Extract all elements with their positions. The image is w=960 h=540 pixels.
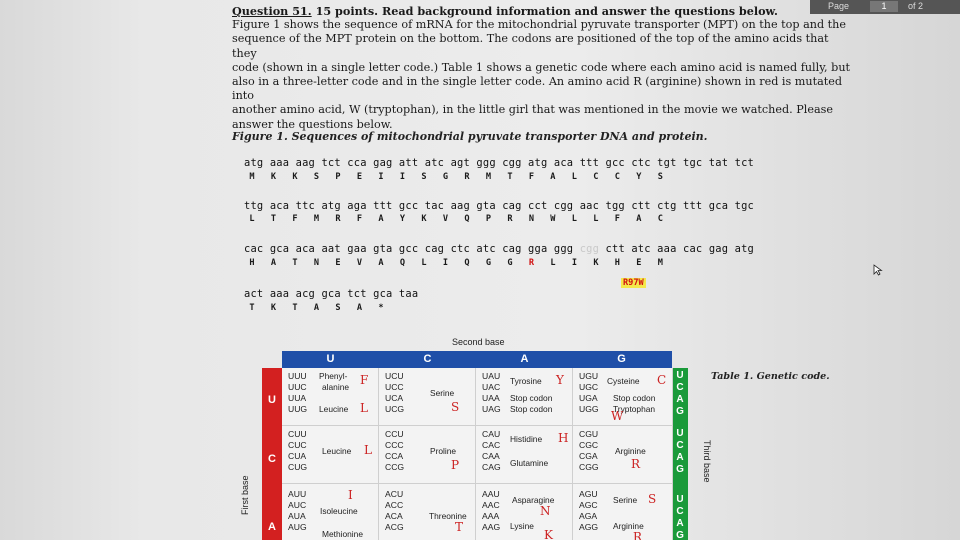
amino-acid-name: Phenyl- (319, 371, 348, 381)
amino-acid-name: alanine (322, 382, 350, 392)
codon-cell-cu (282, 426, 379, 484)
codon: UGU (579, 371, 599, 381)
codon: UCG (385, 404, 405, 414)
table-caption: Table 1. Genetic code. (711, 371, 830, 382)
page-label: Page (828, 1, 850, 11)
protein-sequence-row: L T F M R F A Y K V Q P R N W L L F A C (244, 214, 664, 224)
codon: AAU (482, 489, 500, 499)
codon: AGC (579, 500, 598, 510)
question-instructions: 15 points. Read background information and answer the questions below. (311, 4, 778, 18)
codon: UUG (288, 404, 308, 414)
page-number-input[interactable]: 1 (870, 1, 898, 12)
codon-list (288, 429, 307, 473)
codon: UGA (579, 393, 598, 403)
amino-acid-letter: R (631, 457, 641, 471)
codon-cell-ca (476, 426, 573, 484)
amino-acid-name: Histidine (510, 434, 543, 444)
question-line: code (shown in a single letter code.) Table 1 shows a genetic code where each amino acid is named fully, but (232, 60, 851, 74)
third-base-label: Third base (702, 440, 712, 483)
codon: UCU (385, 371, 404, 381)
second-base-c: C (423, 353, 432, 365)
protein-segment: H A T N E V A Q L I Q G G (244, 258, 529, 268)
third-base: C (676, 440, 684, 451)
codon: UAA (482, 393, 500, 403)
codon: AUA (288, 511, 306, 521)
amino-acid-letter: S (451, 400, 460, 414)
codon: CAC (482, 440, 501, 450)
codon: UAG (482, 404, 501, 414)
codon: UGC (579, 382, 599, 392)
codon-cell-cc (379, 426, 476, 484)
codon: CGA (579, 451, 598, 461)
amino-acid-name: Threonine (429, 511, 467, 521)
third-base: A (676, 394, 684, 405)
codon: ACU (385, 489, 404, 499)
third-base: C (676, 382, 684, 393)
codon-list (288, 489, 307, 533)
codon: AAA (482, 511, 500, 521)
amino-acid-letter: F (360, 373, 369, 387)
amino-acid-name: Asparagine (512, 495, 555, 505)
amino-acid-name: Tryptophan (613, 404, 656, 414)
codon: CUU (288, 429, 307, 439)
second-base-header (282, 351, 672, 368)
codon: UAC (482, 382, 501, 392)
amino-acid-letter: L (364, 443, 372, 457)
codon-cell-ua (476, 368, 573, 426)
dna-sequence-row: act aaa acg gca tct gca taa (244, 288, 419, 300)
first-base-label: First base (240, 475, 250, 515)
amino-acid-name: Arginine (613, 521, 644, 531)
question-line: sequence of the MPT protein on the bottom. The codons are positioned of the top of the amino acids that they (232, 32, 829, 60)
dna-segment: cac gca aca aat gaa gta gcc cag ctc atc cag gga ggg (244, 243, 580, 255)
codon-list (579, 371, 599, 415)
amino-acid-name: Leucine (319, 404, 349, 414)
question-number: Question 51. (232, 4, 312, 18)
protein-sequence-row: T K T A S A * (244, 303, 384, 313)
codon: AGG (579, 522, 599, 532)
amino-acid-letter: L (360, 401, 368, 415)
codon-list (385, 489, 404, 533)
amino-acid-name: Serine (613, 495, 638, 505)
codon-list (288, 371, 307, 415)
third-base: U (676, 370, 684, 381)
page-total: of 2 (908, 1, 924, 11)
third-base: C (676, 506, 684, 517)
codon: ACA (385, 511, 403, 521)
amino-acid-letter: C (657, 373, 667, 387)
first-base-u: U (268, 394, 276, 406)
codon-cell-uu (282, 368, 379, 426)
amino-acid-name: Arginine (615, 446, 646, 456)
codon-list (482, 489, 500, 533)
protein-sequence-row: M K K S P E I I S G R M T F A L C C Y S (244, 172, 664, 182)
amino-acid-letter: S (648, 492, 657, 506)
codon-cell-cg (573, 426, 673, 484)
codon: AUC (288, 500, 307, 510)
amino-acid-name: Methionine (322, 529, 363, 539)
codon: UUA (288, 393, 307, 403)
codon: AUG (288, 522, 307, 532)
third-base: U (676, 494, 684, 505)
third-base: G (676, 530, 684, 540)
amino-acid-name: Lysine (510, 521, 534, 531)
codon: CCA (385, 451, 404, 461)
amino-acid-name: Serine (430, 388, 455, 398)
codon: CAA (482, 451, 500, 461)
codon: CUG (288, 462, 308, 472)
third-base: A (676, 518, 684, 529)
codon: UAU (482, 371, 501, 381)
amino-acid-name: Stop codon (510, 393, 553, 403)
codon: AAG (482, 522, 501, 532)
mutated-codon: cgg (579, 243, 600, 255)
codon: ACG (385, 522, 404, 532)
codon-list (482, 429, 501, 473)
amino-acid-name: Proline (430, 446, 457, 456)
codon: CGU (579, 429, 599, 439)
amino-acid-letter: H (558, 431, 569, 445)
codon-cell-ac (379, 484, 476, 540)
codon-list (385, 371, 404, 415)
codon: AGA (579, 511, 598, 521)
codon: UUC (288, 382, 307, 392)
amino-acid-letter: W (611, 409, 624, 423)
dna-sequence-row: atg aaa aag tct cca gag att atc agt ggg cgg atg aca ttt gcc ctc tgt tgc tat tct (244, 157, 754, 169)
codon: CGC (579, 440, 599, 450)
codon: UCC (385, 382, 404, 392)
question-line: also in a three-letter code and in the single letter code. An amino acid R (arginine) shown in red is mutated into (232, 75, 843, 103)
codon: UUU (288, 371, 307, 381)
amino-acid-name: Cysteine (607, 376, 640, 386)
third-base-column (672, 368, 688, 540)
question-heading (232, 4, 852, 18)
codon: AUU (288, 489, 307, 499)
codon-cell-ag (573, 484, 673, 540)
genetic-code-grid (282, 368, 672, 540)
question-line: answer the questions below. (232, 117, 393, 131)
second-base-a: A (520, 353, 529, 365)
codon: AGU (579, 489, 598, 499)
codon-list (579, 489, 598, 533)
codon-cell-au (282, 484, 379, 540)
codon: CAG (482, 462, 501, 472)
amino-acid-name: Glutamine (510, 458, 549, 468)
first-base-a: A (268, 521, 276, 533)
dna-sequence-row: ttg aca ttc atg aga ttt gcc tac aag gta cag cct cgg aac tgg ctt ctg ttt gca tgc (244, 200, 754, 212)
amino-acid-letter: Y (556, 373, 564, 387)
third-base: G (676, 464, 684, 475)
amino-acid-name: Isoleucine (320, 506, 358, 516)
codon: CCU (385, 429, 404, 439)
question-line: Figure 1 shows the sequence of mRNA for the mitochondrial pyruvate transporter (MPT) on the top and the (232, 18, 846, 32)
first-base-column (262, 368, 282, 540)
amino-acid-letter: P (451, 458, 460, 472)
second-base-label: Second base (452, 337, 505, 347)
amino-acid-letter: N (540, 504, 551, 518)
mutated-amino-acid: R (528, 258, 535, 268)
second-base-g: G (617, 353, 626, 365)
figure-title: Figure 1. Sequences of mitochondrial pyruvate transporter DNA and protein. (232, 130, 708, 143)
amino-acid-name: Stop codon (613, 393, 656, 403)
amino-acid-name: Tyrosine (510, 376, 542, 386)
codon: AAC (482, 500, 500, 510)
amino-acid-name: Stop codon (510, 404, 553, 414)
codon: CUC (288, 440, 307, 450)
mouse-cursor-icon (873, 264, 883, 276)
codon: UCA (385, 393, 404, 403)
dna-segment: ctt atc aaa cac gag atg (599, 243, 755, 255)
codon-cell-ug (573, 368, 673, 426)
dna-sequence-row (244, 243, 754, 255)
amino-acid-letter: K (544, 528, 553, 540)
third-base: A (676, 452, 684, 463)
protein-segment: L I K H E M (534, 258, 664, 268)
codon: CUA (288, 451, 307, 461)
mutation-label: R97W (623, 278, 644, 288)
codon-list (385, 429, 404, 473)
amino-acid-letter: I (348, 488, 353, 502)
first-base-c: C (268, 453, 276, 465)
codon-list (579, 429, 599, 473)
third-base: U (676, 428, 684, 439)
third-base: G (676, 406, 684, 417)
second-base-u: U (326, 353, 335, 365)
question-line: another amino acid, W (tryptophan), in the little girl that was mentioned in the movie we watched. Please (232, 103, 834, 117)
protein-sequence-row (244, 258, 663, 268)
amino-acid-letter: T (455, 520, 464, 534)
amino-acid-letter: R (633, 530, 643, 540)
codon-list (482, 371, 501, 415)
codon: CAU (482, 429, 501, 439)
codon: UGG (579, 404, 599, 414)
amino-acid-name: Leucine (322, 446, 352, 456)
codon-cell-aa (476, 484, 573, 540)
codon: ACC (385, 500, 404, 510)
codon: CCG (385, 462, 405, 472)
codon: CGG (579, 462, 599, 472)
codon: CCC (385, 440, 404, 450)
codon-cell-uc (379, 368, 476, 426)
